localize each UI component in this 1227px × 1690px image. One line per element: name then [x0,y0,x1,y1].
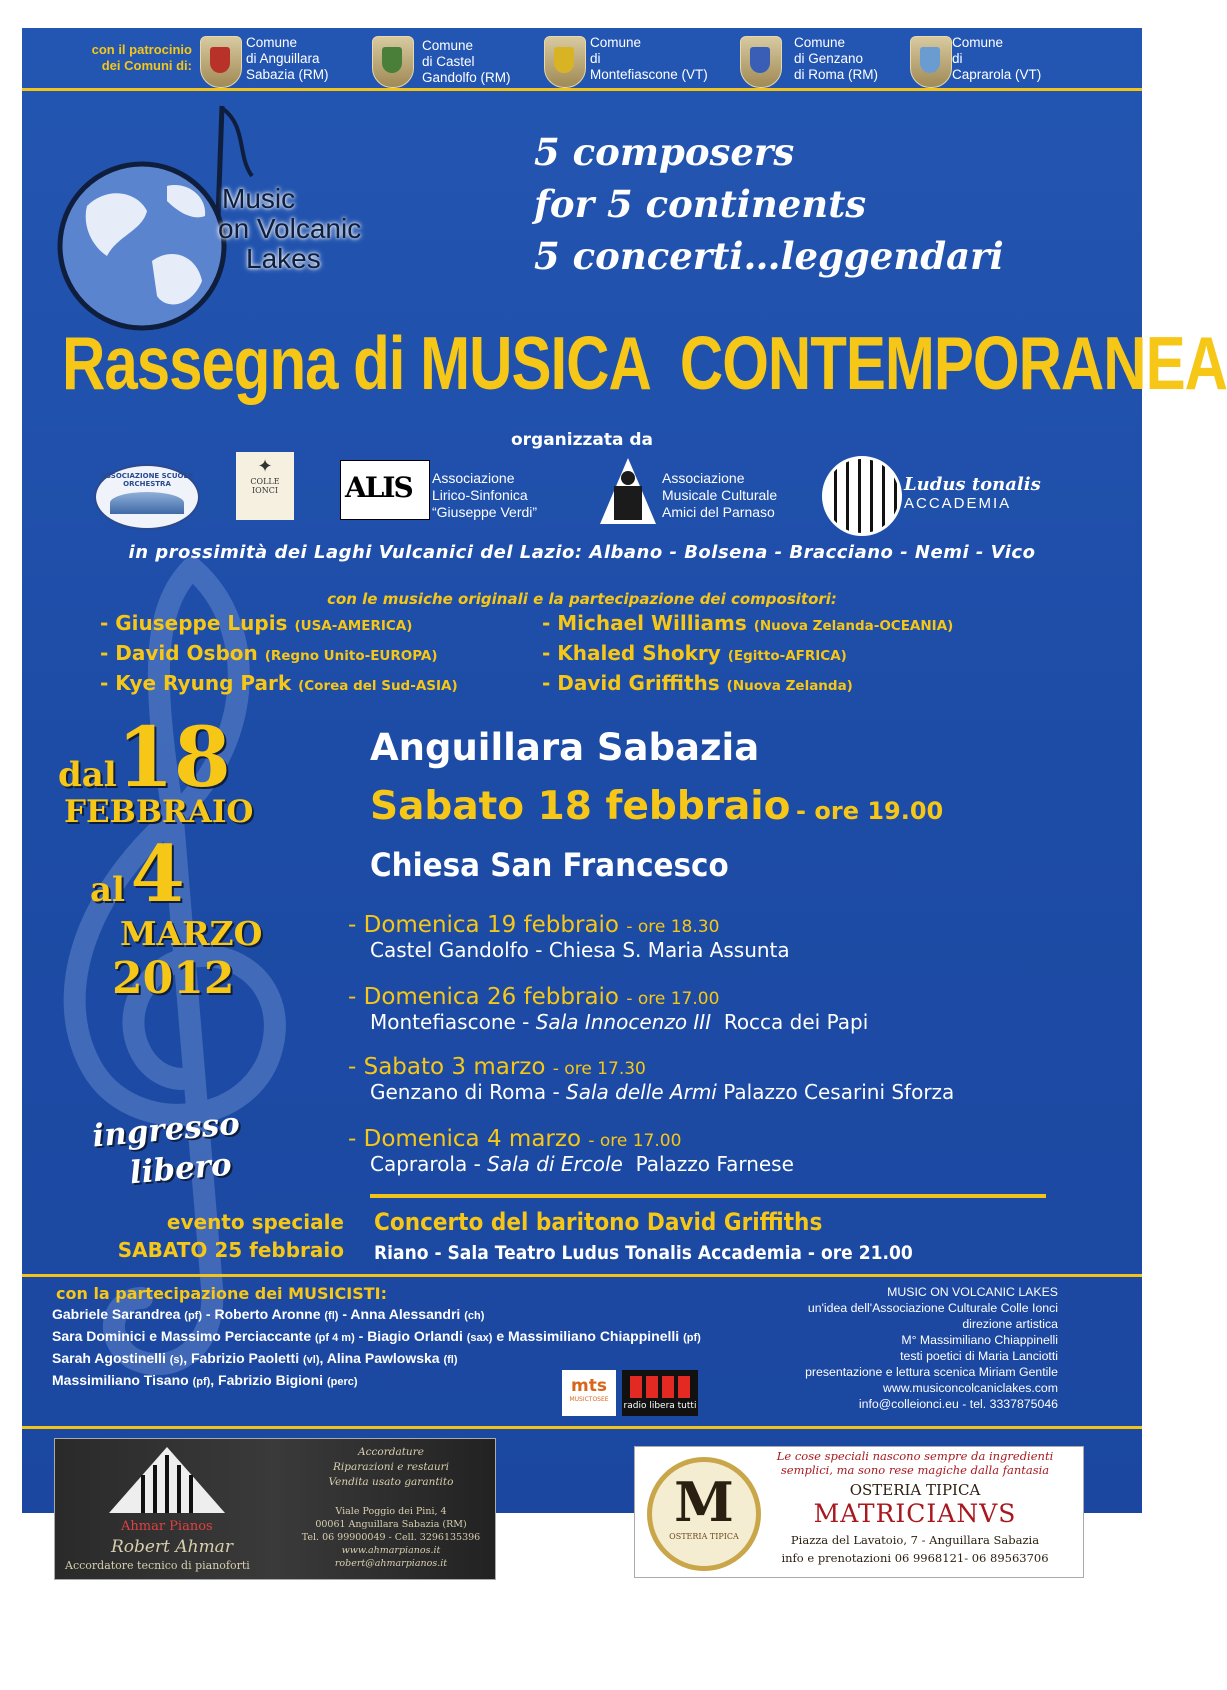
organized-by-label: organizzata da [510,430,654,450]
ludus-tonalis-logo-icon [822,456,902,536]
castel-gandolfo-crest-icon [372,36,414,88]
event-item [348,1054,954,1126]
radio-logo: radio libera tutti [622,1370,698,1416]
ahmar-role: Accordatore tecnico di pianoforti [65,1559,250,1572]
logo-text [218,184,361,274]
ahmar-services: Accordature Riparazioni e restauri Vendita usato garantito [328,1446,454,1488]
composers-left [100,610,458,700]
composers-right [542,610,953,700]
free-entry [91,1104,245,1197]
event-place: Montefiascone - Sala Innocenzo III Rocca dei Papi [370,1010,869,1034]
musicians-line: Massimiliano Tisano (pf), Fabrizio Bigioni (perc) [52,1372,358,1388]
osteria-phone: info e prenotazioni 06 9968121- 06 89563706 [781,1551,1049,1565]
musicians-divider [22,1274,1142,1277]
event-date: - Sabato 3 marzo - ore 17.30 [348,1054,646,1080]
composer-osbon: - David Osbon (Regno Unito-EUROPA) [100,641,438,665]
mts-logo: mts MUSICTOSEE [562,1370,616,1416]
special-detail: Riano - Sala Teatro Ludus Tonalis Accademia - ore 21.00 [374,1242,913,1264]
ad-osteria-matricianvs [634,1446,1084,1578]
event-place: Castel Gandolfo - Chiesa S. Maria Assunta [370,938,790,962]
ahmar-brand: Ahmar Pianos [121,1519,213,1534]
event-item [348,984,954,1054]
comune-castel-gandolfo: Comune di Castel Gandolfo (RM) [422,38,511,85]
colle-ionci-logo: ✦ COLLE IONCI [236,452,294,520]
tagline-line-1: 5 composers [534,130,795,174]
montefiascone-crest-icon [544,36,586,88]
main-event-city: Anguillara Sabazia [370,726,760,769]
main-title: Rassegna di MUSICA CONTEMPORANEA [62,321,1227,405]
caprarola-crest-icon [910,36,952,88]
parnaso-name: Associazione Musicale Culturale Amici del Parnaso [662,470,778,520]
composer-lupis: - Giuseppe Lupis (USA-AMERICA) [100,611,413,635]
main-event-venue: Chiesa San Francesco [370,846,729,884]
musicians-line: Sarah Agostinelli (s), Fabrizio Paoletti (vl), Alina Pawlowska (fl) [52,1350,458,1366]
logo-line-2: on Volcanic [218,213,362,244]
osteria-address: Piazza del Lavatoio, 7 - Anguillara Sabazia [790,1533,1040,1547]
date-range [58,710,288,1004]
tagline-line-3: 5 concerti…leggendari [534,234,1004,278]
parnaso-temple-icon [598,456,658,526]
ads-divider [22,1426,1142,1429]
date-month-1: FEBBRAIO [64,794,254,830]
osteria-type: OSTERIA TIPICA [849,1481,981,1499]
date-to: al 4 [90,829,185,920]
tagline-line-2: for 5 continents [534,182,867,226]
tagline [534,126,1004,282]
composer-griffiths: - David Griffiths (Nuova Zelanda) [542,671,853,695]
event-date: - Domenica 26 febbraio - ore 17.00 [348,984,720,1010]
composer-shokry: - Khaled Shokry (Egitto-AFRICA) [542,641,847,665]
musicians-line: Sara Dominici e Massimo Perciaccante (pf 4 m) - Biagio Orlandi (sax) e Massimiliano Chiappinelli (pf) [52,1328,701,1344]
ahmar-signature: Robert Ahmar [111,1537,233,1557]
credits: MUSIC ON VOLCANIC LAKES un'idea dell'Associazione Culturale Colle Ionci direzione artistica M° Massimiliano Chiappinelli testi poetici di Maria Lanciotti presentazione e lettura scenica Miriam Gentile www.musiconcolcaniclakes.com info@colleionci.eu - tel. 3337875046 [805,1285,1058,1411]
special-label-1: evento speciale [166,1210,344,1234]
piano-keys-icon [107,1445,227,1515]
osteria-quote: Le cose speciali nascono sempre da ingredienti semplici, ma sono rese magiche dalla fantasia [776,1449,1054,1477]
event-date: - Domenica 19 febbraio - ore 18.30 [348,912,720,938]
patronage-label [52,42,192,74]
ad-ahmar-pianos [54,1438,496,1580]
composer-williams: - Michael Williams (Nuova Zelanda-OCEANIA) [542,611,954,635]
event-item [348,1126,954,1196]
ahmar-address: Viale Poggio dei Pini, 4 00061 Anguillara Sabazia (RM) Tel. 06 99900049 - Cell. 3296135396 www.ahmarpianos.it robert@ahmarpianos.it [301,1506,481,1569]
patronage-label-2: dei Comuni di: [101,58,192,73]
date-year: 2012 [112,953,235,1004]
composers-intro: con le musiche originali e la partecipazione dei compositori: [327,590,837,608]
special-label [72,1208,344,1264]
event-place: Genzano di Roma - Sala delle Armi Palazzo Cesarini Sforza [370,1080,955,1104]
date-from: dal18 [58,710,231,806]
event-place: Caprarola - Sala di Ercole Palazzo Farnese [370,1152,794,1176]
free-entry-2: libero [128,1146,234,1192]
event-date: - Domenica 4 marzo - ore 17.00 [348,1126,682,1152]
lakes-line: in prossimità dei Laghi Vulcanici del Lazio: Albano - Bolsena - Bracciano - Nemi - Vico [128,542,1036,563]
musicians-line: Gabriele Sarandrea (pf) - Roberto Aronne (fl) - Anna Alessandri (ch) [52,1306,485,1322]
special-divider [370,1194,1046,1198]
musicians-intro: con la partecipazione dei MUSICISTI: [56,1284,387,1303]
logo-line-3: Lakes [246,243,321,274]
event-item [348,912,954,984]
free-entry-1: ingresso [90,1105,242,1155]
comune-genzano: Comune di Genzano di Roma (RM) [794,35,879,82]
genzano-crest-icon [740,36,782,88]
comune-anguillara: Comune di Anguillara Sabazia (RM) [246,35,329,82]
comune-caprarola: Comune di Caprarola (VT) [952,35,1042,82]
logo-line-1: Music [222,183,296,214]
date-month-2: MARZO [120,914,263,953]
alis-logo: ALIS [340,460,430,520]
osteria-name: MATRICIANVS [813,1499,1017,1528]
ludus-tonalis-name: Ludus tonalis ACCADEMIA [904,474,1041,512]
top-divider [22,88,1142,91]
alis-name: Associazione Lirico-Sinfonica “Giuseppe Verdi” [432,470,538,520]
anguillara-crest-icon [200,36,242,88]
patronage-label-1: con il patrocinio [91,42,192,57]
comune-montefiascone: Comune di Montefiascone (VT) [590,35,708,82]
main-event-date: Sabato 18 febbraio - ore 19.00 [370,784,944,829]
poster [22,28,1227,1572]
special-label-2: SABATO 25 febbraio [117,1238,344,1262]
special-title: Concerto del baritono David Griffiths [374,1208,823,1236]
osteria-seal-icon: M OSTERIA TIPICA [647,1457,761,1571]
event-list [348,912,954,1196]
composer-park: - Kye Ryung Park (Corea del Sud-ASIA) [100,671,458,695]
scuola-orchestra-logo: ASSOCIAZIONE SCUOLA ORCHESTRA [94,464,200,530]
